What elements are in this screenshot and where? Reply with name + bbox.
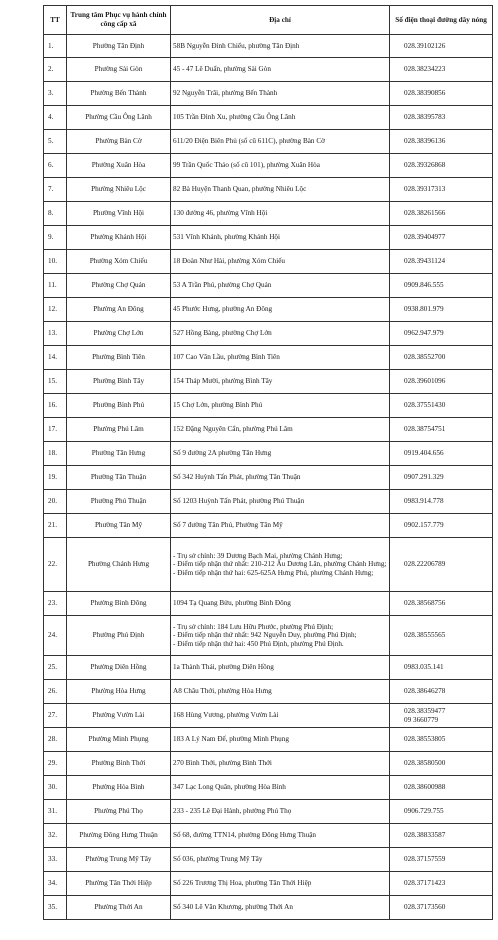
table-body	[44, 35, 493, 920]
address-line: Số 1203 Huỳnh Tấn Phát, phường Phú Thuận	[173, 497, 305, 506]
hotline-number: 028.38390856	[404, 89, 446, 98]
address-cell	[171, 704, 390, 728]
phone-cell	[390, 130, 493, 154]
row-number: 29.	[44, 752, 67, 776]
address-cell	[171, 490, 390, 514]
address-cell	[171, 442, 390, 466]
hotline-number: 028.38261566	[404, 209, 446, 218]
ward-name: Phường Bình Thới	[67, 752, 171, 776]
header-tt: TT	[44, 6, 67, 35]
phone-cell	[390, 490, 493, 514]
hotline-number: 028.38646278	[404, 687, 446, 696]
hotline-number: 028.38580500	[404, 759, 446, 768]
address-cell	[171, 800, 390, 824]
hotline-number: 028.38555565	[404, 631, 446, 640]
address-line: - Trụ sở chính: 39 Dương Bạch Mai, phường Chánh Hưng;	[173, 551, 343, 560]
phone-cell	[390, 680, 493, 704]
address-line: 233 - 235 Lê Đại Hành, phường Phú Thọ	[173, 807, 292, 816]
phone-cell	[390, 226, 493, 250]
hotline-number: 028.38359477	[404, 706, 446, 715]
header-phone: Số điện thoại đường dây nóng	[390, 6, 493, 35]
address-line: Số 226 Trương Thị Hoa, phường Tân Thới Hiệp	[173, 879, 312, 888]
row-number: 6.	[44, 154, 67, 178]
address-cell	[171, 616, 390, 656]
phone-cell	[390, 106, 493, 130]
address-cell	[171, 824, 390, 848]
table-row	[44, 35, 493, 58]
address-line: 347 Lạc Long Quân, phường Hòa Bình	[173, 783, 286, 792]
header-center: Trung tâm Phục vụ hành chính công cấp xã	[67, 6, 171, 35]
row-number: 15.	[44, 370, 67, 394]
ward-name: Phường Nhiêu Lộc	[67, 178, 171, 202]
row-number: 23.	[44, 592, 67, 616]
phone-cell	[390, 704, 493, 728]
ward-name: Phường Chánh Hưng	[67, 538, 171, 592]
phone-cell	[390, 514, 493, 538]
address-line: Số 68, đường TTN14, phường Đông Hưng Thuận	[173, 831, 317, 840]
address-cell	[171, 82, 390, 106]
table-row	[44, 442, 493, 466]
row-number: 12.	[44, 298, 67, 322]
ward-name: Phường Chợ Lớn	[67, 322, 171, 346]
address-cell	[171, 538, 390, 592]
table-row	[44, 370, 493, 394]
phone-cell	[390, 418, 493, 442]
address-cell	[171, 872, 390, 896]
phone-cell	[390, 616, 493, 656]
ward-name: Phường Vĩnh Hội	[67, 202, 171, 226]
hotline-number: 028.39317313	[404, 185, 446, 194]
ward-name: Phường Phú Thuận	[67, 490, 171, 514]
hotline-number: 0919.404.656	[404, 449, 444, 458]
table-row	[44, 800, 493, 824]
ward-name: Phường Hòa Hưng	[67, 680, 171, 704]
hotline-number: 028.38552700	[404, 353, 446, 362]
ward-name: Phường Bình Tây	[67, 370, 171, 394]
address-cell	[171, 514, 390, 538]
row-number: 34.	[44, 872, 67, 896]
address-line: 105 Trần Đình Xu, phường Cầu Ông Lãnh	[173, 113, 296, 122]
hotline-number: 0983.035.141	[404, 663, 444, 672]
table-row	[44, 776, 493, 800]
table-row	[44, 322, 493, 346]
address-cell	[171, 178, 390, 202]
hotline-number: 028.39404977	[404, 233, 446, 242]
ward-name: Phường Đông Hưng Thuận	[67, 824, 171, 848]
phone-cell	[390, 178, 493, 202]
address-cell	[171, 58, 390, 82]
table-row	[44, 616, 493, 656]
table-row	[44, 178, 493, 202]
hotline-number: 0907.291.329	[404, 473, 444, 482]
table-row	[44, 752, 493, 776]
service-centers-table	[43, 5, 493, 920]
phone-cell	[390, 656, 493, 680]
address-line: Số 9 đường 2A phường Tân Hưng	[173, 449, 272, 458]
phone-cell	[390, 896, 493, 920]
table-row	[44, 704, 493, 728]
address-line: 45 - 47 Lê Duẩn, phường Sài Gòn	[173, 65, 271, 74]
address-line: 82 Bà Huyện Thanh Quan, phường Nhiêu Lộc	[173, 185, 307, 194]
ward-name: Phường Hòa Bình	[67, 776, 171, 800]
phone-cell	[390, 250, 493, 274]
address-line: - Điểm tiếp nhận thứ nhất: 942 Nguyễn Duy, phường Phú Định;	[173, 631, 357, 640]
phone-cell	[390, 346, 493, 370]
phone-cell	[390, 824, 493, 848]
table-row	[44, 298, 493, 322]
address-line: 92 Nguyễn Trãi, phường Bến Thành	[173, 89, 278, 98]
address-line: Số 340 Lê Văn Khương, phường Thới An	[173, 903, 293, 912]
address-line: 1094 Tạ Quang Bửu, phường Bình Đông	[173, 599, 291, 608]
hotline-number: 028.39102126	[404, 41, 446, 50]
hotline-number: 028.37157559	[404, 855, 446, 864]
table-row	[44, 130, 493, 154]
address-cell	[171, 226, 390, 250]
ward-name: Phường Bàn Cờ	[67, 130, 171, 154]
phone-cell	[390, 800, 493, 824]
phone-cell	[390, 298, 493, 322]
hotline-number: 028.39326868	[404, 161, 446, 170]
hotline-number: 028.38600988	[404, 783, 446, 792]
hotline-number: 028.38234223	[404, 65, 446, 74]
hotline-number: 0909.846.555	[404, 281, 444, 290]
ward-name: Phường Xuân Hòa	[67, 154, 171, 178]
ward-name: Phường Minh Phụng	[67, 728, 171, 752]
header-address: Địa chỉ	[171, 6, 390, 35]
address-line: 527 Hồng Bàng, phường Chợ Lớn	[173, 329, 272, 338]
row-number: 19.	[44, 466, 67, 490]
address-line: Số 342 Huỳnh Tấn Phát, phường Tân Thuận	[173, 473, 301, 482]
phone-cell	[390, 154, 493, 178]
hotline-number: 028.37551430	[404, 401, 446, 410]
row-number: 27.	[44, 704, 67, 728]
address-cell	[171, 394, 390, 418]
hotline-number: 028.22206789	[404, 560, 446, 569]
address-cell	[171, 154, 390, 178]
row-number: 13.	[44, 322, 67, 346]
row-number: 25.	[44, 656, 67, 680]
address-cell	[171, 202, 390, 226]
ward-name: Phường Bến Thành	[67, 82, 171, 106]
address-cell	[171, 298, 390, 322]
table-row	[44, 872, 493, 896]
table-row	[44, 514, 493, 538]
ward-name: Phường Tân Mỹ	[67, 514, 171, 538]
ward-name: Phường Sài Gòn	[67, 58, 171, 82]
hotline-number: 028.39601096	[404, 377, 446, 386]
row-number: 4.	[44, 106, 67, 130]
phone-cell	[390, 592, 493, 616]
phone-cell	[390, 466, 493, 490]
address-line: A8 Châu Thới, phường Hòa Hưng	[173, 687, 272, 696]
phone-cell	[390, 202, 493, 226]
address-cell	[171, 35, 390, 58]
address-line: 18 Đoàn Như Hài, phường Xóm Chiếu	[173, 257, 286, 266]
phone-cell	[390, 274, 493, 298]
ward-name: Phường Phú Định	[67, 616, 171, 656]
ward-name: Phường An Đông	[67, 298, 171, 322]
address-cell	[171, 656, 390, 680]
address-line: 183 A Lý Nam Đế, phường Minh Phụng	[173, 735, 289, 744]
address-cell	[171, 592, 390, 616]
hotline-number: 028.38395783	[404, 113, 446, 122]
address-line: 1a Thành Thái, phường Diên Hồng	[173, 663, 274, 672]
table-row	[44, 848, 493, 872]
row-number: 26.	[44, 680, 67, 704]
address-cell	[171, 274, 390, 298]
table-row	[44, 824, 493, 848]
table-row	[44, 538, 493, 592]
ward-name: Phường Khánh Hội	[67, 226, 171, 250]
ward-name: Phường Diên Hồng	[67, 656, 171, 680]
table-row	[44, 274, 493, 298]
address-line: Số 7 đường Tân Phú, Phường Tân Mỹ	[173, 521, 283, 530]
ward-name: Phường Bình Đông	[67, 592, 171, 616]
hotline-number: 028.38553805	[404, 735, 446, 744]
ward-name: Phường Xóm Chiếu	[67, 250, 171, 274]
phone-cell	[390, 538, 493, 592]
hotline-number: 0962.947.979	[404, 329, 444, 338]
ward-name: Phường Phú Thọ	[67, 800, 171, 824]
ward-name: Phường Tân Định	[67, 35, 171, 58]
hotline-number: 09 3660779	[404, 715, 439, 724]
phone-cell	[390, 848, 493, 872]
table-header-row	[44, 6, 493, 35]
phone-cell	[390, 776, 493, 800]
row-number: 14.	[44, 346, 67, 370]
ward-name: Phường Tân Hưng	[67, 442, 171, 466]
row-number: 11.	[44, 274, 67, 298]
table-row	[44, 154, 493, 178]
address-cell	[171, 896, 390, 920]
row-number: 24.	[44, 616, 67, 656]
phone-cell	[390, 322, 493, 346]
phone-cell	[390, 82, 493, 106]
row-number: 2.	[44, 58, 67, 82]
phone-cell	[390, 58, 493, 82]
ward-name: Phường Bình Phú	[67, 394, 171, 418]
row-number: 21.	[44, 514, 67, 538]
table-row	[44, 680, 493, 704]
ward-name: Phường Tân Thới Hiệp	[67, 872, 171, 896]
address-cell	[171, 418, 390, 442]
phone-cell	[390, 872, 493, 896]
address-line: - Điểm tiếp nhận thứ hai: 450 Phú Định, phường Phú Định.	[173, 639, 344, 648]
row-number: 17.	[44, 418, 67, 442]
table-row	[44, 418, 493, 442]
ward-name: Phường Trung Mỹ Tây	[67, 848, 171, 872]
hotline-number: 0906.729.755	[404, 807, 444, 816]
hotline-number: 028.38396136	[404, 137, 446, 146]
hotline-number: 0938.801.979	[404, 305, 444, 314]
row-number: 33.	[44, 848, 67, 872]
table-row	[44, 656, 493, 680]
ward-name: Phường Tân Thuận	[67, 466, 171, 490]
phone-cell	[390, 728, 493, 752]
table-row	[44, 490, 493, 514]
address-line: 270 Bình Thới, phường Bình Thới	[173, 759, 272, 768]
row-number: 32.	[44, 824, 67, 848]
address-line: 130 đường 46, phường Vĩnh Hội	[173, 209, 268, 218]
address-line: 15 Chợ Lớn, phường Bình Phú	[173, 401, 263, 410]
address-cell	[171, 250, 390, 274]
address-line: 611/20 Điện Biên Phủ (số cũ 611C), phường Bàn Cờ	[173, 137, 325, 146]
address-line: 168 Hùng Vương, phường Vườn Lài	[173, 711, 279, 720]
address-line: 53 A Trần Phú, phường Chợ Quán	[173, 281, 272, 290]
row-number: 30.	[44, 776, 67, 800]
hotline-number: 028.38568756	[404, 599, 446, 608]
hotline-number: 028.37171423	[404, 879, 446, 888]
row-number: 8.	[44, 202, 67, 226]
table-row	[44, 728, 493, 752]
address-line: - Trụ sở chính: 184 Lưu Hữu Phước, phường Phú Định;	[173, 622, 334, 631]
address-cell	[171, 680, 390, 704]
ward-name: Phường Thới An	[67, 896, 171, 920]
row-number: 31.	[44, 800, 67, 824]
row-number: 9.	[44, 226, 67, 250]
table-row	[44, 82, 493, 106]
row-number: 16.	[44, 394, 67, 418]
hotline-number: 028.37173560	[404, 903, 446, 912]
address-line: Số 036, phường Trung Mỹ Tây	[173, 855, 263, 864]
row-number: 20.	[44, 490, 67, 514]
address-cell	[171, 728, 390, 752]
address-line: 531 Vĩnh Khánh, phường Khánh Hội	[173, 233, 280, 242]
address-line: 45 Phước Hưng, phường An Đông	[173, 305, 273, 314]
address-line: 99 Trần Quốc Thảo (số cũ 101), phường Xuân Hòa	[173, 161, 320, 170]
address-cell	[171, 370, 390, 394]
hotline-number: 028.39431124	[404, 257, 446, 266]
phone-cell	[390, 35, 493, 58]
row-number: 5.	[44, 130, 67, 154]
row-number: 28.	[44, 728, 67, 752]
table-row	[44, 346, 493, 370]
address-cell	[171, 346, 390, 370]
hotline-number: 0983.914.778	[404, 497, 444, 506]
ward-name: Phường Bình Tiên	[67, 346, 171, 370]
address-cell	[171, 466, 390, 490]
address-line: 58B Nguyễn Đình Chiểu, phường Tân Định	[173, 41, 300, 50]
ward-name: Phường Vườn Lài	[67, 704, 171, 728]
table-row	[44, 58, 493, 82]
table-row	[44, 226, 493, 250]
row-number: 3.	[44, 82, 67, 106]
address-line: 152 Đặng Nguyên Cẩn, phường Phú Lâm	[173, 425, 293, 434]
hotline-number: 028.38754751	[404, 425, 446, 434]
table-row	[44, 250, 493, 274]
address-cell	[171, 322, 390, 346]
address-cell	[171, 776, 390, 800]
row-number: 35.	[44, 896, 67, 920]
row-number: 10.	[44, 250, 67, 274]
table-row	[44, 394, 493, 418]
ward-name: Phường Chợ Quán	[67, 274, 171, 298]
table-row	[44, 896, 493, 920]
hotline-number: 028.38833587	[404, 831, 446, 840]
row-number: 22.	[44, 538, 67, 592]
phone-cell	[390, 394, 493, 418]
hotline-number: 0902.157.779	[404, 521, 444, 530]
phone-cell	[390, 442, 493, 466]
phone-cell	[390, 752, 493, 776]
table-row	[44, 106, 493, 130]
address-cell	[171, 752, 390, 776]
table-row	[44, 466, 493, 490]
row-number: 18.	[44, 442, 67, 466]
table-row	[44, 592, 493, 616]
address-line: 154 Tháp Mười, phường Bình Tây	[173, 377, 273, 386]
address-line: - Điểm tiếp nhận thứ hai: 625-625A Hưng Phú, phường Chánh Hưng;	[173, 568, 374, 577]
address-line: - Điểm tiếp nhận thứ nhất: 210-212 Âu Dương Lân, phường Chánh Hưng;	[173, 560, 387, 569]
address-cell	[171, 130, 390, 154]
row-number: 1.	[44, 35, 67, 58]
table-row	[44, 202, 493, 226]
address-cell	[171, 106, 390, 130]
ward-name: Phường Cầu Ông Lãnh	[67, 106, 171, 130]
phone-cell	[390, 370, 493, 394]
address-cell	[171, 848, 390, 872]
row-number: 7.	[44, 178, 67, 202]
ward-name: Phường Phú Lâm	[67, 418, 171, 442]
address-line: 107 Cao Văn Lầu, phường Bình Tiên	[173, 353, 280, 362]
